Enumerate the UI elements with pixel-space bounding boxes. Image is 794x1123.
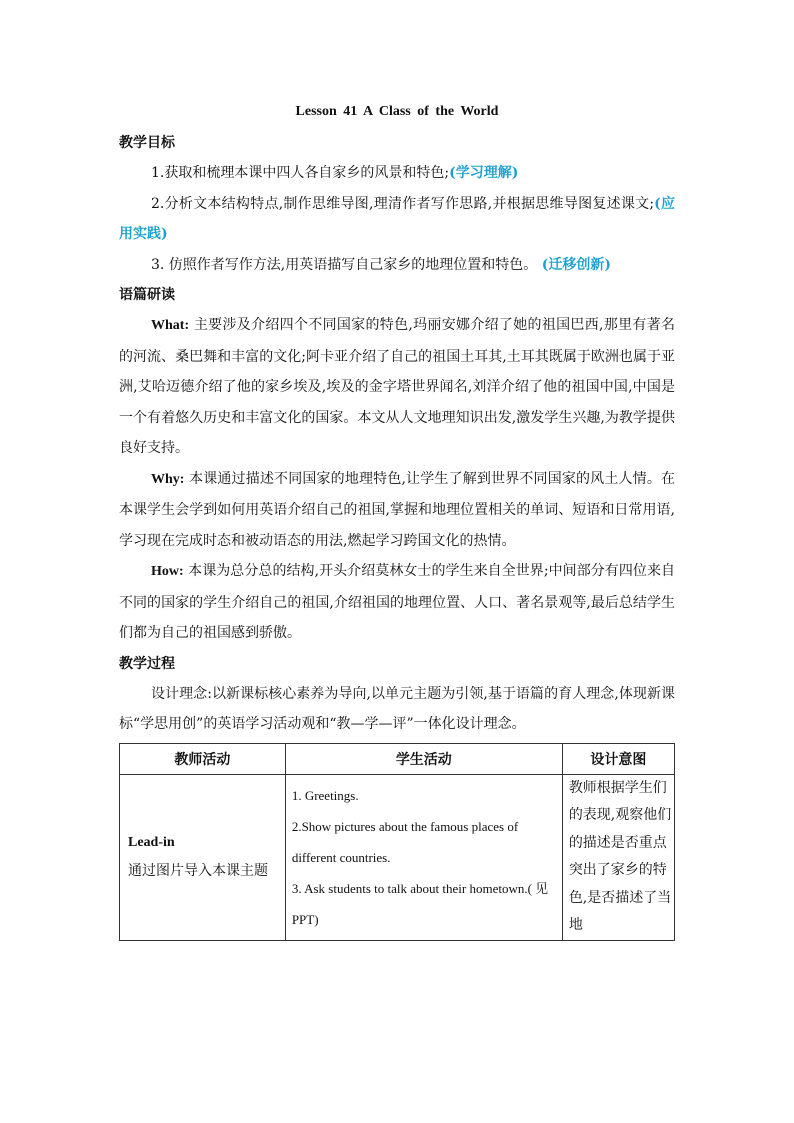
what-paragraph: What: 主要涉及介绍四个不同国家的特色,玛丽安娜介绍了她的祖国巴西,那里有著名的河流、桑巴舞和丰富的文化;阿卡亚介绍了自己的祖国土耳其,土耳其既属于欧洲也属于亚洲,艾哈迈德介绍了他的家乡埃及,埃及的金字塔世界闻名,刘洋介绍了他的祖国中国,中国是一个有着悠久历史和丰富文化的国家。本文从人文地理知识出发,激发学生兴趣,为教学提供良好支持。 [119, 317, 675, 456]
what-label: What: [151, 318, 190, 333]
objective-2: 2.分析文本结构特点,制作思维导图,理清作者写作思路,并根据思维导图复述课文;(应用实践) [119, 195, 675, 242]
header-student: 学生活动 [285, 743, 562, 774]
why-paragraph: Why: 本课通过描述不同国家的地理特色,让学生了解到世界不同国家的风土人情。在本课学生会学到如何用英语介绍自己的祖国,掌握和地理位置相关的单词、短语和日常用语,学习现在完成时态和被动语态的用法,燃起学习跨国文化的热情。 [119, 470, 675, 549]
objective-3: 3. 仿照作者写作方法,用英语描写自己家乡的地理位置和特色。 (迁移创新) [151, 256, 611, 273]
analysis-heading: 语篇研读 [119, 287, 175, 303]
why-label: Why: [151, 471, 185, 487]
teacher-cell [120, 774, 286, 940]
lead-in-label: Lead-in [128, 835, 175, 850]
table-row [120, 774, 675, 940]
student-cell [285, 774, 562, 940]
design-paragraph: 设计理念:以新课标核心素养为导向,以单元主题为引领,基于语篇的育人理念,体现新课标“学思用创”的英语学习活动观和“教—学—评”一体化设计理念。 [119, 685, 675, 732]
objective-tag: (迁移创新) [541, 256, 611, 273]
header-intent: 设计意图 [562, 743, 674, 774]
student-step-1: 1. Greetings. [291, 787, 359, 803]
student-step-3: 3. Ask students to talk about their hometown.( 见 PPT) [291, 880, 549, 927]
objective-1: 1.获取和梳理本课中四人各自家乡的风景和特色;(学习理解) [151, 165, 519, 181]
objective-tag: (学习理解) [449, 165, 519, 181]
document-page [119, 96, 675, 941]
how-label: How: [151, 564, 184, 579]
objectives-heading: 教学目标 [119, 135, 175, 151]
activity-table [119, 743, 675, 941]
table-header-row [120, 743, 675, 774]
objective-tag: (应用实践) [119, 195, 675, 242]
teacher-text: 通过图片导入本课主题 [128, 863, 268, 879]
lesson-title: Lesson 41 A Class of the World [295, 104, 499, 119]
header-teacher: 教师活动 [120, 743, 286, 774]
student-step-2: 2.Show pictures about the famous places of different countries. [291, 818, 519, 865]
process-heading: 教学过程 [119, 655, 175, 672]
intent-cell: 教师根据学生们的表现,观察他们的描述是否重点突出了家乡的特色,是否描述了当地 [562, 774, 674, 940]
how-paragraph: How: 本课为总分总的结构,开头介绍莫林女士的学生来自全世界;中间部分有四位来自不同的国家的学生介绍自己的祖国,介绍祖国的地理位置、人口、著名景观等,最后总结学生们都为自己的祖国感到骄傲。 [119, 563, 675, 641]
